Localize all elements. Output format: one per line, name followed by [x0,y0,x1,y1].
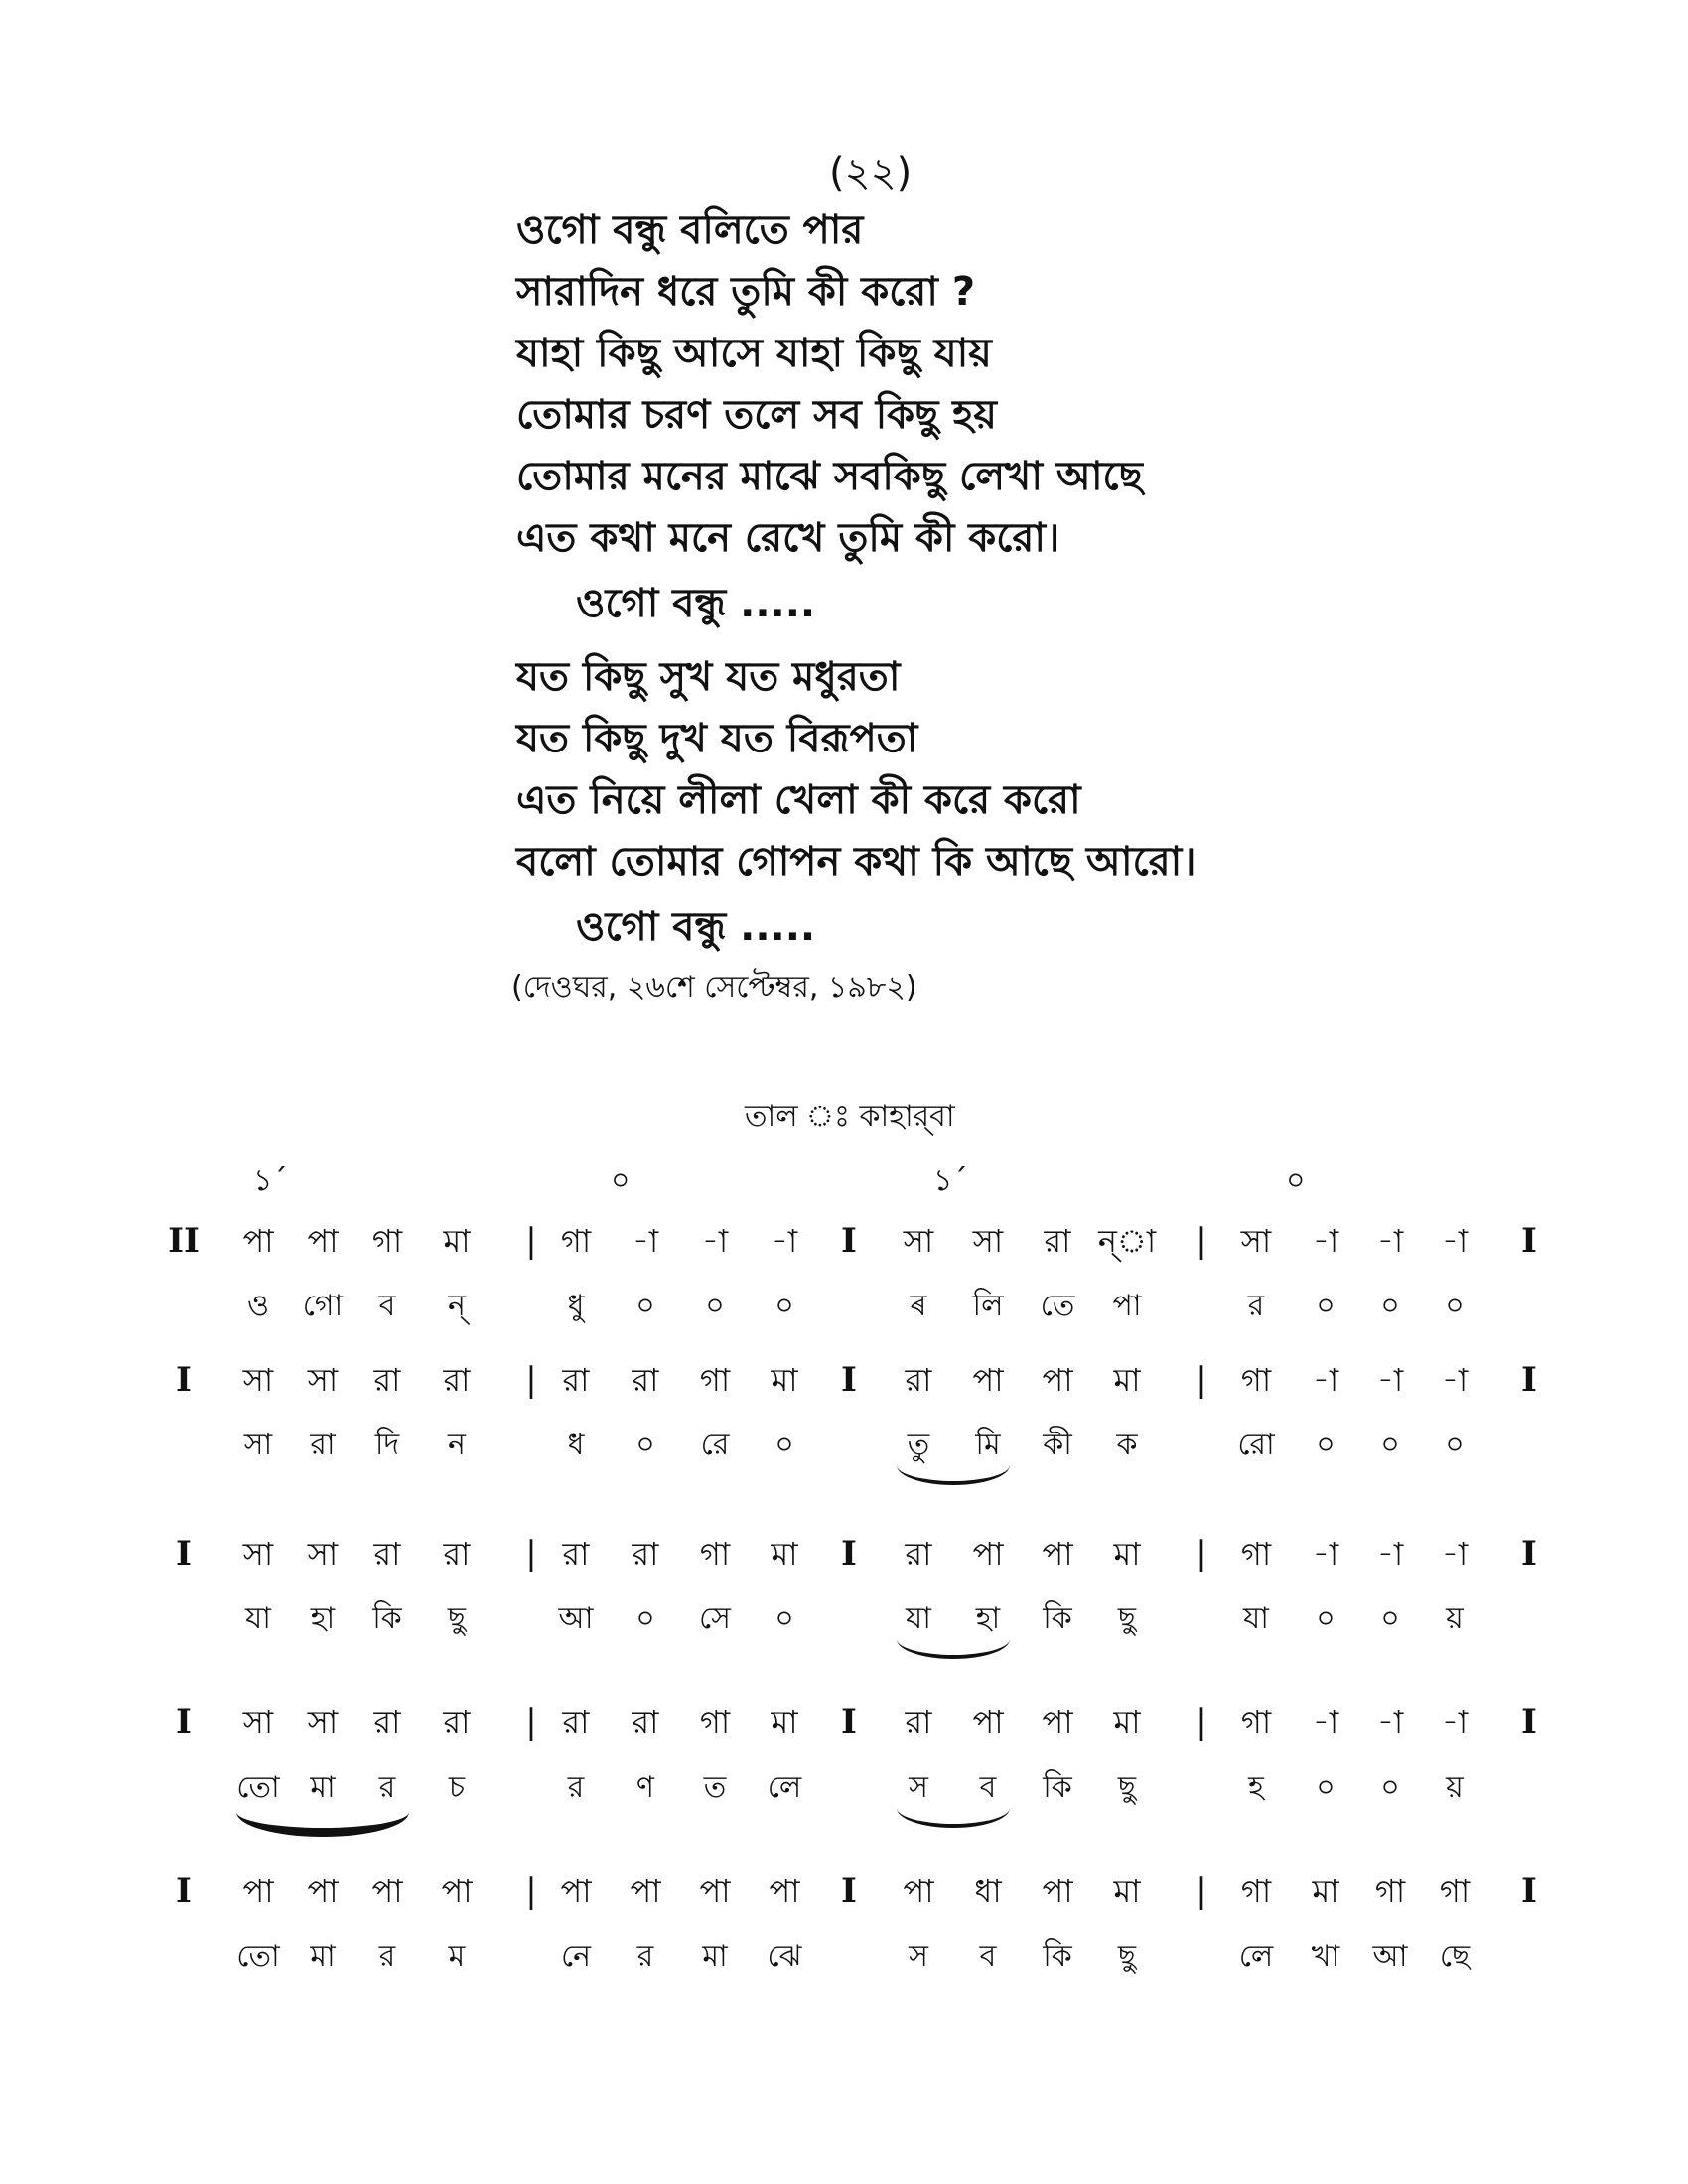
lyric-syllable: ব [979,1770,997,1805]
swara-note: রা [905,1361,932,1399]
lyric-syllable: যা [906,1601,931,1636]
lyric-syllable: ০ [1380,1601,1400,1636]
barline: I [841,1221,857,1261]
swara-note: পা [769,1872,800,1910]
swara-note: রা [562,1704,590,1741]
lyric-syllable: রে [700,1428,730,1462]
barline: I [1521,1871,1537,1911]
swara-note: মা [1113,1361,1141,1399]
lyric-syllable: ০ [1380,1428,1400,1462]
lyric-syllable: তো [236,1770,280,1805]
barline: I [1521,1221,1537,1261]
verse-line: ওগো বন্ধু বলিতে পার [516,207,864,253]
swara-note: মা [443,1222,471,1260]
lyric-syllable: ন [448,1428,466,1462]
lyric-syllable: ত [703,1770,727,1805]
swara-note: রা [373,1361,401,1399]
barline: I [841,1703,857,1742]
lyric-syllable: কী [1043,1428,1072,1462]
swara-note: পা [441,1872,473,1910]
lyric-syllable: নে [560,1939,592,1974]
lyric-syllable: তে [1040,1289,1075,1323]
barline: | [1196,1360,1207,1400]
lyric-syllable: ০ [774,1289,794,1323]
swara-note: রা [443,1361,471,1399]
lyric-syllable: যা [245,1601,271,1636]
verse-line: তোমার মনের মাঝে সবকিছু লেখা আছে [516,454,1143,499]
lyric-syllable: কি [1043,1601,1072,1636]
swara-note: রা [373,1535,401,1572]
lyric-syllable: ছু [1117,1939,1137,1974]
swara-note: রা [632,1704,659,1741]
barline: I [1521,1703,1537,1742]
barline: I [841,1534,857,1573]
barline: I [841,1360,857,1400]
lyric-syllable: র [636,1939,654,1974]
swara-note: গা [699,1535,731,1572]
swara-note: সা [903,1222,934,1260]
lyric-syllable: কি [1043,1939,1072,1974]
lyric-syllable: র [1247,1289,1265,1323]
lyric-syllable: ছু [1117,1601,1137,1636]
slur-mark [236,1812,409,1837]
swara-note: রা [443,1535,471,1572]
lyric-syllable: তু [907,1428,930,1462]
swara-note: পা [307,1222,339,1260]
swara-note: ন্‌া [1097,1222,1157,1260]
lyric-syllable: ০ [1316,1289,1336,1323]
swara-note: গা [1240,1872,1272,1910]
swara-note: -া [1376,1361,1404,1399]
lyric-syllable: ন্‌ [448,1289,466,1323]
verse-line: তোমার চরণ তলে সব কিছু হয় [516,392,997,438]
beat-marker: ০ [1286,1163,1306,1198]
barline: | [1196,1703,1207,1742]
swara-note: গা [371,1222,403,1260]
notation-row [0,1221,1688,1340]
lyric-syllable: আ [1372,1939,1408,1974]
swara-note: গা [1439,1872,1471,1910]
lyric-syllable: রা [310,1428,336,1462]
lyric-syllable: স [909,1770,928,1805]
beat-marker: ১´ [933,1163,968,1198]
barline: I [1521,1360,1537,1400]
swara-note: গা [560,1222,592,1260]
page-number: (২২) [829,150,913,196]
swara-note: -া [1441,1535,1469,1572]
swara-note: মা [771,1535,798,1572]
swara-note: -া [1441,1704,1469,1741]
swara-note: রা [373,1704,401,1741]
swara-note: পা [560,1872,592,1910]
swara-note: -া [632,1222,659,1260]
swara-note: পা [1042,1535,1073,1572]
lyric-syllable: লে [1238,1939,1274,1974]
lyric-syllable: লে [767,1770,802,1805]
lyric-syllable: ০ [1316,1770,1336,1805]
lyric-syllable: চ [448,1770,466,1805]
verse-line: যত কিছু দুখ যত বিরূপতা [516,716,918,761]
swara-note: -া [1376,1704,1404,1741]
lyric-syllable: যা [1243,1601,1269,1636]
lyric-syllable: খা [1311,1939,1340,1974]
swara-note: সা [1240,1222,1272,1260]
swara-note: পা [972,1704,1004,1741]
swara-note: মা [1113,1535,1141,1572]
swara-note: ধা [974,1872,1002,1910]
lyric-syllable: গো [302,1289,344,1323]
barline: I [176,1871,192,1911]
swara-note: পা [699,1872,731,1910]
notation-row [0,1534,1688,1653]
lyric-syllable: কি [1043,1770,1072,1805]
swara-note: গা [1240,1704,1272,1741]
barline: II [168,1221,200,1261]
lyric-syllable: ০ [1445,1428,1465,1462]
barline: | [525,1221,537,1261]
barline: I [841,1871,857,1911]
verse-line: এত কথা মনে রেখে তুমি কী করো। [516,515,1060,561]
lyric-syllable: ণ [635,1770,655,1805]
lyric-syllable: ০ [635,1289,655,1323]
swara-note: সা [242,1704,274,1741]
verse-line: যত কিছু সুখ যত মধুরতা [516,654,901,700]
lyric-syllable: য় [1446,1770,1464,1805]
lyric-syllable: লি [972,1289,1004,1323]
swara-note: মা [771,1704,798,1741]
barline: | [525,1703,537,1742]
verse-line: যাহা কিছু আসে যাহা কিছু যায় [516,331,992,376]
swara-note: -া [771,1222,798,1260]
swara-note: পা [972,1361,1004,1399]
swara-note: সা [242,1361,274,1399]
barline: | [1196,1871,1207,1911]
lyric-syllable: ০ [705,1289,725,1323]
swara-note: মা [1312,1872,1339,1910]
swara-note: -া [1376,1222,1404,1260]
barline: I [176,1534,192,1573]
swara-note: -া [1312,1361,1339,1399]
lyric-syllable: আ [558,1601,594,1636]
swara-note: পা [630,1872,661,1910]
barline: | [1196,1221,1207,1261]
verse-line: ওগো বন্ধু ..... [576,581,816,626]
swara-note: রা [905,1535,932,1572]
lyric-syllable: সা [243,1428,273,1462]
barline: | [525,1360,537,1400]
swara-note: মা [771,1361,798,1399]
slur-mark [897,1639,1010,1659]
swara-note: -া [701,1222,729,1260]
lyric-syllable: ০ [1380,1289,1400,1323]
lyric-syllable: ব [378,1289,396,1323]
swara-note: সা [307,1361,339,1399]
swara-note: মা [1113,1872,1141,1910]
swara-note: পা [242,1872,274,1910]
swara-note: -া [1441,1361,1469,1399]
lyric-syllable: র [378,1939,396,1974]
swara-note: গা [1374,1872,1406,1910]
lyric-syllable: মা [702,1939,728,1974]
lyric-syllable: রো [1237,1428,1275,1462]
lyric-syllable: মি [975,1428,1001,1462]
swara-note: সা [242,1535,274,1572]
swara-note: সা [307,1704,339,1741]
swara-note: রা [905,1704,932,1741]
swara-note: পা [1042,1704,1073,1741]
swara-note: পা [371,1872,403,1910]
swara-note: রা [632,1361,659,1399]
notation-row [0,1703,1688,1822]
lyric-syllable: ও [246,1289,270,1323]
lyric-syllable: কি [372,1601,402,1636]
swara-note: -া [1312,1535,1339,1572]
barline: | [1196,1534,1207,1573]
notation-row [0,1360,1688,1479]
lyric-syllable: ম [448,1939,466,1974]
lyric-syllable: ছু [447,1601,467,1636]
swara-note: রা [562,1535,590,1572]
verse-line: ওগো বন্ধু ..... [576,904,816,950]
lyric-syllable: ঝে [767,1939,802,1974]
swara-note: পা [242,1222,274,1260]
lyric-syllable: ০ [635,1428,655,1462]
barline: I [176,1360,192,1400]
swara-note: সা [972,1222,1004,1260]
beat-marker: ১´ [253,1163,288,1198]
barline: | [525,1534,537,1573]
swara-note: রা [1044,1222,1071,1260]
lyric-syllable: ছু [1117,1770,1137,1805]
slur-mark [897,1465,1010,1485]
beat-marker: ০ [611,1163,631,1198]
lyric-syllable: ধ [567,1428,585,1462]
swara-note: সা [307,1535,339,1572]
lyric-syllable: স [909,1939,928,1974]
swara-note: গা [1240,1361,1272,1399]
lyric-syllable: ব [979,1939,997,1974]
verse-line: বলো তোমার গোপন কথা কি আছে আরো। [516,839,1196,885]
swara-note: পা [903,1872,934,1910]
lyric-syllable: ০ [1316,1428,1336,1462]
swara-note: -া [1312,1704,1339,1741]
lyric-syllable: হ [1248,1770,1264,1805]
lyric-syllable: র [567,1770,585,1805]
swara-note: -া [1376,1535,1404,1572]
notation-row [0,1871,1688,1990]
swara-note: রা [443,1704,471,1741]
swara-note: গা [699,1361,731,1399]
lyric-syllable: ০ [635,1601,655,1636]
lyric-syllable: হা [975,1601,1001,1636]
lyric-syllable: ০ [1445,1289,1465,1323]
lyric-syllable: ০ [1316,1601,1336,1636]
swara-note: গা [1240,1535,1272,1572]
swara-note: -া [1441,1222,1469,1260]
swara-note: পা [307,1872,339,1910]
lyric-syllable: মা [310,1770,336,1805]
slur-mark [897,1808,1010,1828]
barline: | [525,1871,537,1911]
lyric-syllable: ছে [1439,1939,1471,1974]
barline: I [176,1703,192,1742]
lyric-syllable: ০ [1380,1770,1400,1805]
lyric-syllable: ০ [774,1601,794,1636]
lyric-syllable: মা [310,1939,336,1974]
lyric-syllable: ধু [567,1289,585,1323]
lyric-syllable: ৰ [910,1289,927,1323]
lyric-syllable: র [378,1770,396,1805]
date-line: (দেওঘর, ২৬শে সেপ্টেম্বর, ১৯৮২) [511,970,917,1005]
swara-note: পা [972,1535,1004,1572]
lyric-syllable: তো [236,1939,280,1974]
swara-note: পা [1042,1872,1073,1910]
verse-line: এত নিয়ে লীলা খেলা কী করে করো [516,777,1081,823]
lyric-syllable: য় [1446,1601,1464,1636]
lyric-syllable: দি [374,1428,400,1462]
barline: I [1521,1534,1537,1573]
verse-line: সারাদিন ধরে তুমি কী করো ? [516,269,976,315]
lyric-syllable: ক [1116,1428,1138,1462]
swara-note: রা [632,1535,659,1572]
swara-note: পা [1042,1361,1073,1399]
swara-note: রা [562,1361,590,1399]
lyric-syllable: হা [310,1601,336,1636]
swara-note: -া [1312,1222,1339,1260]
tala-heading: তাল ঃ কাহার্‌বা [745,1099,955,1134]
lyric-syllable: পা [1112,1289,1142,1323]
lyric-syllable: সে [699,1601,731,1636]
swara-note: মা [1113,1704,1141,1741]
swara-note: গা [699,1704,731,1741]
lyric-syllable: ০ [774,1428,794,1462]
